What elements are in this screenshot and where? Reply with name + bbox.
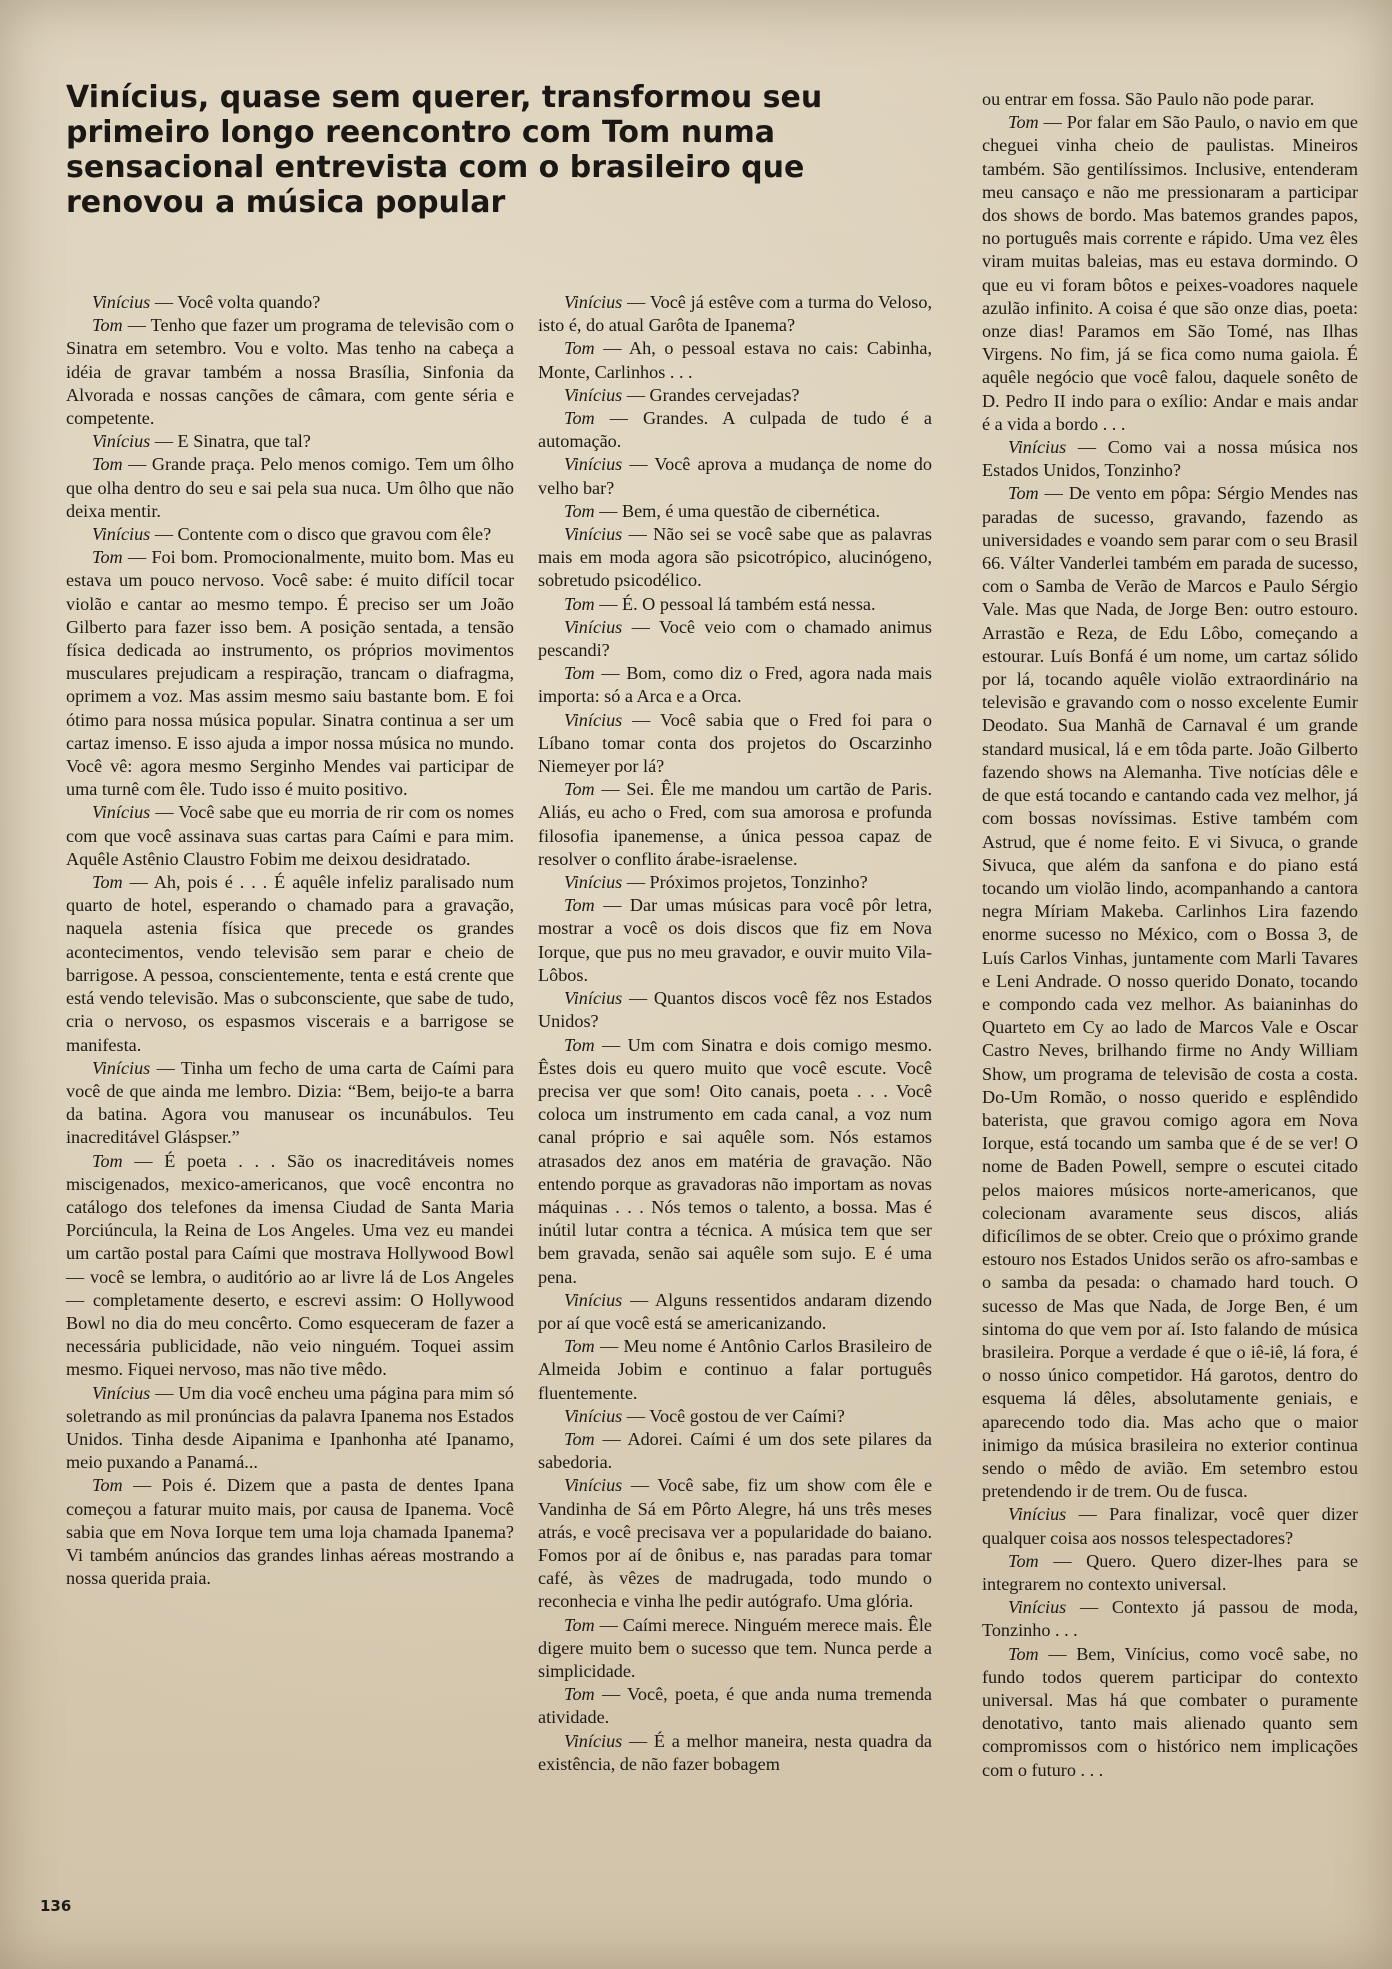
speaker-name: Vinícius [564,524,623,545]
dialogue-paragraph [982,88,1358,111]
speaker-name: Vinícius [564,292,623,312]
speaker-name: Vinícius [564,1289,623,1310]
speech-text: Grandes. A culpada de tudo é a automação. [538,408,932,452]
dialogue-paragraph: Tom — Bom, como diz o Fred, agora nada mais importa: só a Arca e a Orca. [538,663,932,707]
speech-text: Quero. Quero dizer-lhes para se integrarem no contexto universal. [982,1550,1358,1594]
speech-text: Contexto já passou de moda, Tonzinho . . . [982,1597,1358,1641]
speaker-name: Vinícius [564,1405,623,1426]
speaker-name: Tom [564,895,595,916]
dialogue-paragraph: Vinícius — É a melhor maneira, nesta quadra da existência, de não fazer bobagem [538,1730,932,1774]
dialogue-paragraph: Tom — Ah, o pessoal estava no cais: Cabinha, Monte, Carlinhos . . . [538,338,933,382]
speaker-name: Vinícius [92,1382,151,1403]
dialogue-paragraph: Vinícius — Contente com o disco que gravou com êle? [92,524,492,545]
dialogue-paragraph: Vinícius — E Sinatra, que tal? [92,431,311,452]
speech-text: Adorei. Caími é um dos sete pilares da sabedoria. [538,1428,932,1473]
speaker-name: Vinícius [92,431,151,452]
dialogue-paragraph: Vinícius — Você aprova a mudança de nome do velho bar? [538,454,932,498]
dialogue-paragraph: Vinícius — Você sabe que eu morria de rir com os nomes com que você assinava suas cartas para Caími e para mim. Aquêle Astênio Claustro Fobim me deixou desidratado. [66,802,514,869]
speaker-name: Tom [92,1475,123,1496]
speaker-name: Tom [92,547,123,568]
dialogue-paragraph: Vinícius — Não sei se você sabe que as palavras mais em moda agora são psicotrópico, alucinógeno, sobretudo psicodélico. [538,524,932,591]
dialogue-paragraph: Vinícius — Um dia você encheu uma página para mim só soletrando as mil pronúncias da palavra Ipanema nos Estados Unidos. Tinha desde Aipanima e Ipanhonha até Ipanamo, meio puxando a Panamá... [66,1382,514,1473]
dialogue-paragraph: Tom — Dar umas músicas para você pôr letra, mostrar a você os dois discos que fiz em Nova Iorque, que pus no meu gravador, e ouvir muito Vila-Lôbos. [538,895,933,985]
dialogue-paragraph: Vinícius — Você veio com o chamado animus pescandi? [538,616,932,661]
speech-text: Tenho que fazer um programa de televisão com o Sinatra em setembro. Vou e volto. Mas tenho na cabeça a idéia de gravar também a nossa Brasília, Sinfonia da Alvorada e nossas canções de câmara, com gente séria e competente. [66,315,514,429]
speech-text: Meu nome é Antônio Carlos Brasileiro de Almeida Jobim e continuo a falar português fluentemente. [538,1336,932,1403]
dialogue-paragraph: Tom — De vento em pôpa: Sérgio Mendes nas paradas de sucesso, gravando, fazendo as universidades e voando sem parar com o seu Brasil 66. Válter Vanderlei também em parada de sucesso, com o Samba de Verão de Marcos e Paulo Sérgio Vale. Mas que Nada, de Jorge Ben: outro estouro. Arrastão e Reza, de Edu Lôbo, começando a estourar. Luís Bonfá é um nome, um cartaz sólido por lá, tocando aquêle violão extraordinário na televisão e gravando com o nosso excelente Eumir Deodato. Sua Manhã de Carnaval é um grande standard musical, lá e em tôda parte. João Gilberto fazendo shows na Alemanha. Tive notícias dêle e de que está tocando e cantando cada vez melhor, já com bossas novíssimas. Estive também com Astrud, que é nome feito. E vi Sivuca, o grande Sivuca, que além da sanfona e do piano está tocando um violão lindo, acompanhando a cantora negra Míriam Makeba. Carlinhos Lira fazendo enorme sucesso no México, com o Bossa 3, de Luís Carlos Vinhas, juntamente com Marli Tavares e Leni Andrade. O nosso querido Donato, tocando e compondo cada vez melhor. As baianinhas do Quarteto em Cy ao lado de Marcos Vale e Oscar Castro Neves, brilhando firme no Andy William Show, um programa de televisão de costa a costa. Do-Um Romão, o nosso querido e esplêndido baterista, que gravou comigo agora em Nova Iorque, está tocando um samba que é de se ver! O nome de Baden Powell, sempre o escutei citado pelos maiores músicos norte-americanos, que colecionam avaramente seus discos, aliás dificílimos de se obter. Creio que o próximo grande estouro nos Estados Unidos serão os afro-sambas e o samba da pesada: o chamado hard touch. O sucesso de Mas que Nada, de Jorge Ben, é um sintoma do que vem por aí. Isto falando de música brasileira. Porque a verdade é que o iê-iê, lá fora, é o nosso único competidor. Há garotos, dentro do esquema lá dêles, absolutamente geniais, e aparecendo todo dia. Mas acho que o maior inimigo da música brasileira no exterior continua sendo o mêdo de avião. Em setembro estou pretendendo ir de trem. Ou de fusca. [982,483,1358,1502]
speech-text: E Sinatra, que tal? [177,431,311,452]
speech-text: Grande praça. Pelo menos comigo. Tem um ôlho que olha dentro do seu e sai pela sua nuca. Um ôlho que não deixa mentir. [66,454,515,521]
speaker-name: Tom [92,454,123,475]
speaker-name: Tom [564,1428,595,1449]
speech-text: Dar umas músicas para você pôr letra, mostrar a você os dois discos que fiz em Nova Iorque, que pus no meu gravador, e ouvir muito Vila-Lôbos. [538,895,933,985]
speech-text: Sei. Êle me mandou um cartão de Paris. Aliás, eu acho o Fred, com sua amorosa e profunda filosofia ipanemense, a única pessoa capaz de resolver o conflito árabe-israelense. [538,779,932,869]
speaker-name: Vinícius [564,1730,623,1751]
speech-text: Tinha um fecho de uma carta de Caími para você de que ainda me lembro. Dizia: “Bem, beijo-te a barra da batina. Agora vou manusear os incunábulos. Teu inacreditável Gláspser.” [66,1057,514,1148]
dialogue-paragraph: Tom — Tenho que fazer um programa de televisão com o Sinatra em setembro. Vou e volto. Mas tenho na cabeça a idéia de gravar também a nossa Brasília, Sinfonia da Alvorada e nossas canções de câmara, com gente séria e competente. [66,315,514,429]
dialogue-paragraph: Vinícius — Você sabe, fiz um show com êle e Vandinha de Sá em Pôrto Alegre, há uns três meses atrás, e você precisava ver a popularidade do baiano. Fomos por aí de ônibus e, nas paradas para tomar café, às vêzes de madrugada, todo mundo o reconhecia e vinha lhe pedir autógrafo. Uma glória. [538,1475,933,1612]
text-column-2 [538,291,932,1776]
speech-text: ou entrar em fossa. São Paulo não pode parar. [982,89,1315,109]
dialogue-paragraph: Tom — Adorei. Caími é um dos sete pilares da sabedoria. [538,1428,932,1473]
dialogue-paragraph: Tom — Meu nome é Antônio Carlos Brasileiro de Almeida Jobim e continuo a falar português fluentemente. [538,1336,932,1403]
speech-text: Você volta quando? [177,292,321,312]
speech-text: Foi bom. Promocionalmente, muito bom. Mas eu estava um pouco nervoso. Você sabe: é muito difícil tocar violão e cantar ao mesmo tempo. É preciso ser um João Gilberto para fazer isso bem. A posição sentada, a tensão física dedicada ao instrumento, os próprios movimentos musculares prejudicam a respiração, trancam o diafragma, oprimem a voz. Mas assim mesmo saiu bastante bom. E foi ótimo para nossa música popular. Sinatra continua a ser um cartaz imenso. E isso ajuda a impor nossa música no mundo. Você vê: agora mesmo Serginho Mendes vai participar de uma turnê com êle. Tudo isso é muito positivo. [66,547,514,800]
speech-text: Bom, como diz o Fred, agora nada mais importa: só a Arca e a Orca. [538,663,932,707]
speaker-name: Tom [1008,483,1039,504]
speech-text: Você, poeta, é que anda numa tremenda atividade. [538,1684,933,1728]
speaker-name: Tom [1008,1643,1039,1664]
speaker-name: Vinícius [92,524,151,545]
speaker-name: Vinícius [92,1057,151,1078]
speech-text: Contente com o disco que gravou com êle? [177,524,492,545]
dialogue-paragraph: Tom — Pois é. Dizem que a pasta de dentes Ipana começou a faturar muito mais, por causa de Ipanema. Você sabia que em Nova Iorque tem uma loja chamada Ipanema? Vi também anúncios das grandes linhas aéreas mostrando a nossa querida praia. [66,1475,514,1589]
speaker-name: Vinícius [564,872,623,893]
speech-text: Um dia você encheu uma página para mim só soletrando as mil pronúncias da palavra Ipanema nos Estados Unidos. Tinha desde Aipanima e Ipanhonha até Ipanamo, meio puxando a Panamá... [66,1382,514,1473]
speaker-name: Tom [564,593,595,614]
dialogue-paragraph: Vinícius — Você gostou de ver Caími? [564,1405,845,1426]
speech-text: Ah, o pessoal estava no cais: Cabinha, Monte, Carlinhos . . . [538,338,933,382]
speaker-name: Vinícius [1008,1504,1067,1525]
speaker-name: Tom [92,1150,123,1171]
dialogue-paragraph: Tom — Caími merece. Ninguém merece mais. Êle digere muito bem o sucesso que tem. Nunca perde a simplicidade. [538,1614,933,1681]
speaker-name: Tom [564,1684,595,1705]
speaker-name: Tom [564,408,595,429]
speech-text: Você gostou de ver Caími? [649,1405,845,1426]
speaker-name: Tom [564,338,595,359]
speech-text: Não sei se você sabe que as palavras mais em moda agora são psicotrópico, alucinógeno, sobretudo psicodélico. [538,524,932,591]
speaker-name: Tom [92,872,123,893]
dialogue-paragraph: Vinícius — Para finalizar, você quer dizer qualquer coisa aos nossos telespectadores? [982,1504,1358,1548]
article-headline: Vinícius, quase sem querer, transformou seu primeiro longo reencontro com Tom numa sensacional entrevista com o brasileiro que renovou a música popular [66,80,823,220]
page-number: 136 [40,1897,72,1915]
speaker-name: Vinícius [564,1475,623,1496]
dialogue-paragraph: Vinícius — Próximos projetos, Tonzinho? [564,872,868,893]
speech-text: Ah, pois é . . . É aquêle infeliz paralisado num quarto de hotel, esperando o chamado para a gravação, naquela astenia física que precede os grandes acontecimentos, vendo televisão sem parar e cheio de barrigose. A pessoa, conscientemente, tenta e está crente que está vendo televisão. Mas o subconsciente, que sabe de tudo, cria o nervoso, os espasmos viscerais e a barrigose se manifesta. [66,872,515,1055]
speech-text: É poeta . . . São os inacreditáveis nomes miscigenados, mexico-americanos, que você encontra no catálogo dos telefones da imensa Ciudad de Santa Maria Porciúncula, la Reina de Los Angeles. Uma vez eu mandei um cartão postal para Caími que mostrava Hollywood Bowl — você se lembra, o auditório ao ar livre lá de Los Angeles — completamente deserto, e escrevi assim: O Hollywood Bowl no dia do meu concêrto. Como esqueceram de fazer a necessária publicidade, não veio ninguém. Toquei assim mesmo. Fiquei nervoso, mas não tive mêdo. [66,1150,514,1380]
dialogue-paragraph: Tom — Grande praça. Pelo menos comigo. Tem um ôlho que olha dentro do seu e sai pela sua nuca. Um ôlho que não deixa mentir. [66,454,515,521]
dialogue-paragraph: Vinícius — Você sabia que o Fred foi para o Líbano tomar conta dos projetos do Oscarzinho Niemeyer por lá? [538,709,933,777]
speech-text: Você já estêve com a turma do Veloso, isto é, do atual Garôta de Ipanema? [538,292,932,336]
speech-text: Você sabe, fiz um show com êle e Vandinha de Sá em Pôrto Alegre, há uns três meses atrás, e você precisava ver a popularidade do baiano. Fomos por aí de ônibus e, nas paradas para tomar café, às vêzes de madrugada, todo mundo o reconhecia e vinha lhe pedir autógrafo. Uma glória. [538,1475,933,1612]
speaker-name: Tom [564,1614,595,1635]
speech-text: Pois é. Dizem que a pasta de dentes Ipana começou a faturar muito mais, por causa de Ipanema. Você sabia que em Nova Iorque tem uma loja chamada Ipanema? Vi também anúncios das grandes linhas aéreas mostrando a nossa querida praia. [66,1475,514,1589]
dialogue-paragraph: Vinícius — Grandes cervejadas? [564,384,800,405]
dialogue-paragraph: Vinícius — Quantos discos você fêz nos Estados Unidos? [538,988,932,1032]
speech-text: É. O pessoal lá também está nessa. [621,593,876,614]
speech-text: Você aprova a mudança de nome do velho bar? [538,454,932,498]
speech-text: De vento em pôpa: Sérgio Mendes nas paradas de sucesso, gravando, fazendo as universidades e voando sem parar com o seu Brasil 66. Válter Vanderlei também em parada de sucesso, com o Samba de Verão de Marcos e Paulo Sérgio Vale. Mas que Nada, de Jorge Ben: outro estouro. Arrastão e Reza, de Edu Lôbo, começando a estourar. Luís Bonfá é um nome, um cartaz sólido por lá, tocando aquêle violão extraordinário na televisão e gravando com o nosso excelente Eumir Deodato. Sua Manhã de Carnaval é um grande standard musical, lá e em tôda parte. João Gilberto fazendo shows na Alemanha. Tive notícias dêle e de que está tocando e cantando cada vez melhor, já com bossas novíssimas. Estive também com Astrud, que é nome feito. E vi Sivuca, o grande Sivuca, que além da sanfona e do piano está tocando um violão lindo, acompanhando a cantora negra Míriam Makeba. Carlinhos Lira fazendo enorme sucesso no México, com o Bossa 3, de Luís Carlos Vinhas, juntamente com Marli Tavares e Leni Andrade. O nosso querido Donato, tocando e compondo cada vez melhor. As baianinhas do Quarteto em Cy ao lado de Marcos Vale e Oscar Castro Neves, brilhando firme no Andy William Show, um programa de televisão de costa a costa. Do-Um Romão, o nosso querido e esplêndido baterista, que gravou comigo agora em Nova Iorque, está tocando um samba que é de se ver! O nome de Baden Powell, sempre o escutei citado pelos maiores músicos norte-americanos, que colecionam avaramente seus discos, aliás dificílimos de se obter. Creio que o próximo grande estouro nos Estados Unidos serão os afro-sambas e o samba da pesada: o chamado hard touch. O sucesso de Mas que Nada, de Jorge Ben, é um sintoma do que vem por aí. Isto falando de música brasileira. Porque a verdade é que o iê-iê, lá fora, é o nosso único competidor. Há garotos, dentro do esquema lá dêles, absolutamente geniais, e aparecendo todo dia. Mas acho que o maior inimigo da música brasileira no exterior continua sendo o mêdo de avião. Em setembro estou pretendendo ir de trem. Ou de fusca. [982,483,1358,1502]
speech-text: Próximos projetos, Tonzinho? [649,872,868,893]
speaker-name: Tom [564,500,595,521]
speaker-name: Vinícius [564,988,623,1009]
speaker-name: Tom [92,315,123,336]
speaker-name: Tom [1008,1550,1039,1571]
speech-text: Alguns ressentidos andaram dizendo por aí que você está se americanizando. [538,1289,932,1333]
dialogue-paragraph: Tom — Por falar em São Paulo, o navio em que cheguei vinha cheio de paulistas. Mineiros também. São gentilíssimos. Inclusive, entenderam meu cansaço e não me pressionaram a participar dos shows de bordo. Mas batemos grandes papos, no português mais corrente e rápido. Uma vez êles viram muitas baleias, mas eu estava dormindo. O que eu vi foram bôtos e peixes-voadores naquele azulão infinito. A coisa é que são onze dias, poeta: onze dias! Paramos em São Tomé, nas Ilhas Virgens. No fim, já se fica como numa gaiola. É aquêle negócio que você falou, daquele sonêto de D. Pedro II indo para o exílio: Andar e mais andar é a vida a bordo . . . [982,112,1358,434]
speaker-name: Tom [564,1336,595,1357]
dialogue-paragraph: Tom — Ah, pois é . . . É aquêle infeliz paralisado num quarto de hotel, esperando o chamado para a gravação, naquela astenia física que precede os grandes acontecimentos, vendo televisão sem parar e cheio de barrigose. A pessoa, conscientemente, tenta e está crente que está vendo televisão. Mas o subconsciente, que sabe de tudo, cria o nervoso, os espasmos viscerais e a barrigose se manifesta. [66,872,515,1055]
dialogue-paragraph: Vinícius — Você já estêve com a turma do Veloso, isto é, do atual Garôta de Ipanema? [538,292,932,336]
speaker-name: Tom [564,779,595,800]
speech-text: Bem, Vinícius, como você sabe, no fundo todos querem participar do contexto universal. Mas há que combater o puramente denotativo, tanto mais alienado quanto sem compromissos com o histórico nem implicações com o futuro . . . [982,1643,1358,1780]
text-column-1 [66,291,514,1590]
speech-text: Um com Sinatra e dois comigo mesmo. Êstes dois eu quero muito que você escute. Você precisa ver que som! Oito canais, poeta . . . Você coloca um instrumento em cada canal, a voz num canal próprio e sai aquêle som. Nós estamos atrasados dez anos em matéria de gravação. Não entendo porque as gravadoras não importam as novas máquinas . . . Nós temos o talento, a bossa. Mas é inútil lutar contra a técnica. A música tem que ser bem gravada, senão sai aquêle som sujo. E é uma pena. [538,1034,933,1287]
speaker-name: Vinícius [564,454,623,475]
speaker-name: Tom [564,1034,595,1055]
speaker-name: Vinícius [564,616,623,637]
dialogue-paragraph: Vinícius — Alguns ressentidos andaram dizendo por aí que você está se americanizando. [538,1289,932,1333]
dialogue-paragraph: Tom — Bem, Vinícius, como você sabe, no fundo todos querem participar do contexto universal. Mas há que combater o puramente denotativo, tanto mais alienado quanto sem compromissos com o histórico nem implicações com o futuro . . . [982,1643,1358,1780]
speech-text: Bem, é uma questão de cibernética. [621,500,881,521]
dialogue-paragraph: Tom — É. O pessoal lá também está nessa. [564,593,876,614]
speech-text: Quantos discos você fêz nos Estados Unidos? [538,988,932,1032]
speaker-name: Vinícius [1008,1597,1067,1618]
dialogue-paragraph: Vinícius — Como vai a nossa música nos Estados Unidos, Tonzinho? [982,437,1358,481]
dialogue-paragraph: Tom — Um com Sinatra e dois comigo mesmo. Êstes dois eu quero muito que você escute. Você precisa ver que som! Oito canais, poeta . . . Você coloca um instrumento em cada canal, a voz num canal próprio e sai aquêle som. Nós estamos atrasados dez anos em matéria de gravação. Não entendo porque as gravadoras não importam as novas máquinas . . . Nós temos o talento, a bossa. Mas é inútil lutar contra a técnica. A música tem que ser bem gravada, senão sai aquêle som sujo. E é uma pena. [538,1034,933,1287]
speech-text: Como vai a nossa música nos Estados Unidos, Tonzinho? [982,437,1358,481]
speaker-name: Vinícius [1008,437,1067,458]
speech-text: Você veio com o chamado animus pescandi? [538,616,932,661]
text-column-3 [982,88,1358,1782]
dialogue-paragraph: Tom — Você, poeta, é que anda numa tremenda atividade. [538,1684,933,1728]
speech-text: Você sabia que o Fred foi para o Líbano tomar conta dos projetos do Oscarzinho Niemeyer por lá? [538,709,933,777]
speech-text: Caími merece. Ninguém merece mais. Êle digere muito bem o sucesso que tem. Nunca perde a simplicidade. [538,1614,933,1681]
speaker-name: Vinícius [92,292,151,312]
speaker-name: Vinícius [564,384,623,405]
speaker-name: Tom [564,663,595,684]
speaker-name: Tom [1008,112,1039,133]
speaker-name: Vinícius [564,709,623,730]
dialogue-paragraph: Tom — É poeta . . . São os inacreditáveis nomes miscigenados, mexico-americanos, que você encontra no catálogo dos telefones da imensa Ciudad de Santa Maria Porciúncula, la Reina de Los Angeles. Uma vez eu mandei um cartão postal para Caími que mostrava Hollywood Bowl — você se lembra, o auditório ao ar livre lá de Los Angeles — completamente deserto, e escrevi assim: O Hollywood Bowl no dia do meu concêrto. Como esqueceram de fazer a necessária publicidade, não veio ninguém. Toquei assim mesmo. Fiquei nervoso, mas não tive mêdo. [66,1150,514,1380]
speech-text: É a melhor maneira, nesta quadra da existência, de não fazer bobagem [538,1730,932,1774]
dialogue-paragraph: Tom — Grandes. A culpada de tudo é a automação. [538,408,932,452]
speech-text: Por falar em São Paulo, o navio em que cheguei vinha cheio de paulistas. Mineiros também. São gentilíssimos. Inclusive, entenderam meu cansaço e não me pressionaram a participar dos shows de bordo. Mas batemos grandes papos, no português mais corrente e rápido. Uma vez êles viram muitas baleias, mas eu estava dormindo. O que eu vi foram bôtos e peixes-voadores naquele azulão infinito. A coisa é que são onze dias, poeta: onze dias! Paramos em São Tomé, nas Ilhas Virgens. No fim, já se fica como numa gaiola. É aquêle negócio que você falou, daquele sonêto de D. Pedro II indo para o exílio: Andar e mais andar é a vida a bordo . . . [982,112,1358,434]
dialogue-paragraph: Vinícius — Você volta quando? [92,292,321,312]
dialogue-paragraph: Tom — Foi bom. Promocionalmente, muito bom. Mas eu estava um pouco nervoso. Você sabe: é muito difícil tocar violão e cantar ao mesmo tempo. É preciso ser um João Gilberto para fazer isso bem. A posição sentada, a tensão física dedicada ao instrumento, os próprios movimentos musculares prejudicam a respiração, trancam o diafragma, oprimem a voz. Mas assim mesmo saiu bastante bom. E foi ótimo para nossa música popular. Sinatra continua a ser um cartaz imenso. E isso ajuda a impor nossa música no mundo. Você vê: agora mesmo Serginho Mendes vai participar de uma turnê com êle. Tudo isso é muito positivo. [66,547,514,800]
speech-text: Você sabe que eu morria de rir com os nomes com que você assinava suas cartas para Caími e para mim. Aquêle Astênio Claustro Fobim me deixou desidratado. [66,802,514,869]
speech-text: Para finalizar, você quer dizer qualquer coisa aos nossos telespectadores? [982,1504,1358,1548]
dialogue-paragraph: Vinícius — Contexto já passou de moda, Tonzinho . . . [982,1597,1358,1641]
dialogue-paragraph: Tom — Bem, é uma questão de cibernética. [564,500,881,521]
dialogue-paragraph: Tom — Quero. Quero dizer-lhes para se integrarem no contexto universal. [982,1550,1358,1594]
dialogue-paragraph: Tom — Sei. Êle me mandou um cartão de Paris. Aliás, eu acho o Fred, com sua amorosa e profunda filosofia ipanemense, a única pessoa capaz de resolver o conflito árabe-israelense. [538,779,932,869]
speaker-name: Vinícius [92,802,151,823]
dialogue-paragraph: Vinícius — Tinha um fecho de uma carta de Caími para você de que ainda me lembro. Dizia: “Bem, beijo-te a barra da batina. Agora vou manusear os incunábulos. Teu inacreditável Gláspser.” [66,1057,514,1148]
speech-text: Grandes cervejadas? [649,384,800,405]
